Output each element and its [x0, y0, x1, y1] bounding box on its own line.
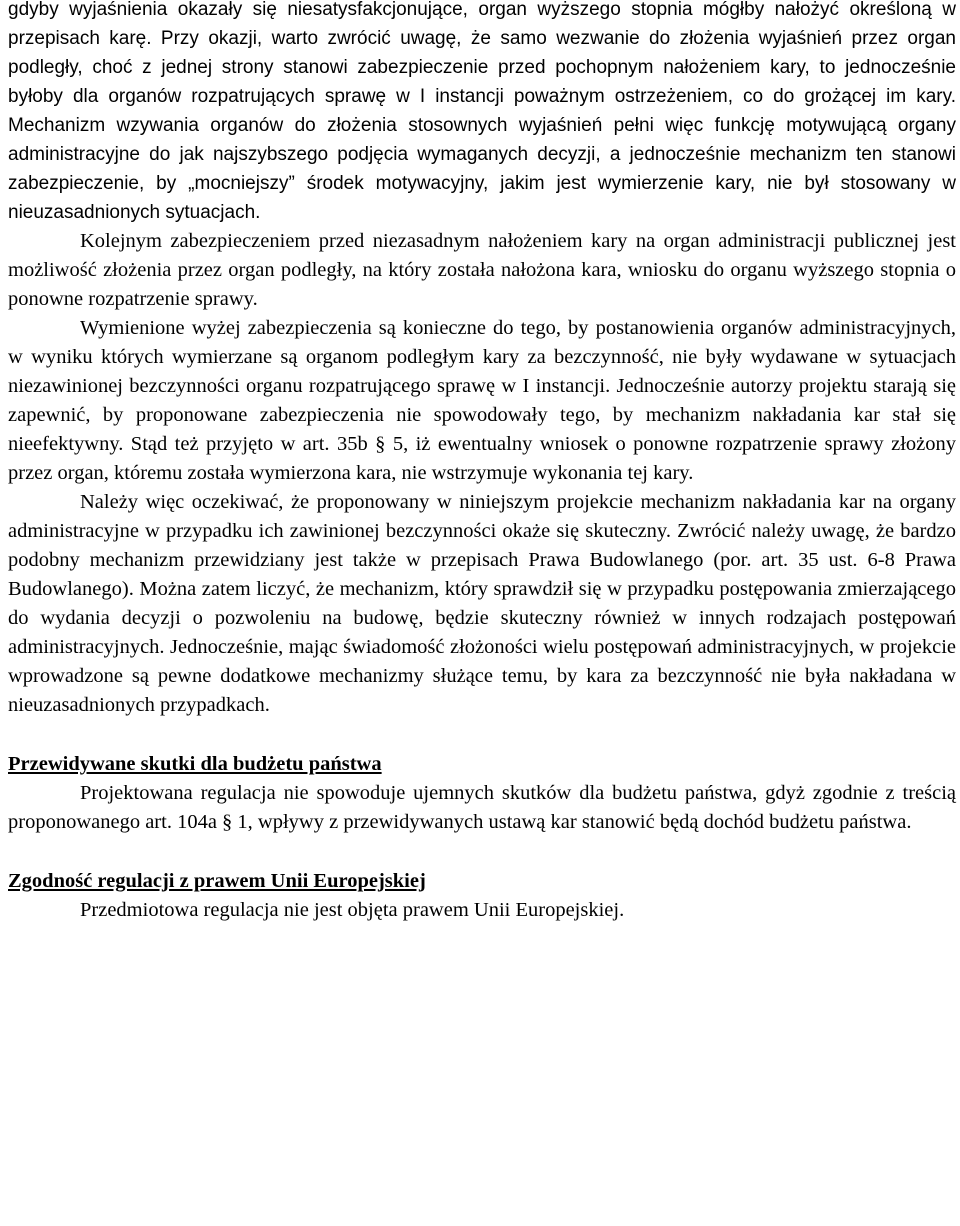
section-spacer	[8, 720, 956, 750]
paragraph-second-safeguard: Kolejnym zabezpieczeniem przed niezasadnym nałożeniem kary na organ administracji publicznej jest możliwość złożenia przez organ podległy, na który została nałożona kara, wniosku do organu wyższego stopnia o ponowne rozpatrzenie sprawy.	[8, 230, 956, 310]
paragraph-eu-compliance: Przedmiotowa regulacja nie jest objęta prawem Unii Europejskiej.	[80, 899, 625, 921]
paragraph-safeguards-necessary: Wymienione wyżej zabezpieczenia są konieczne do tego, by postanowienia organów administracyjnych, w wyniku których wymierzane są organom podległym kary za bezczynność, nie były wydawane w sytuacjach niezawinionej bezczynności organu rozpatrującego sprawę w I instancji. Jednocześnie autorzy projektu starają się zapewnić, by proponowane zabezpieczenia nie spowodowały tego, by mechanizm nakładania kar stał się nieefektywny. Stąd też przyjęto w art. 35b § 5, iż ewentualny wniosek o ponowne rozpatrzenie sprawy złożony przez organ, któremu została wymierzona kara, nie wstrzymuje wykonania tej kary.	[8, 317, 956, 484]
paragraph-mechanism-effective: Należy więc oczekiwać, że proponowany w niniejszym projekcie mechanizm nakładania kar na organy administracyjne w przypadku ich zawinionej bezczynności okaże się skuteczny. Zwrócić należy uwagę, że bardzo podobny mechanizm przewidziany jest także w przepisach Prawa Budowlanego (por. art. 35 ust. 6-8 Prawa Budowlanego). Można zatem liczyć, że mechanizm, który sprawdził się w przypadku postępowania zmierzającego do wydania decyzji o pozwoleniu na budowę, będzie skuteczny również w innych rodzajach postępowań administracyjnych. Jednocześnie, mając świadomość złożoności wielu postępowań administracyjnych, w projekcie wprowadzone są pewne dodatkowe mechanizmy służące temu, by kara za bezczynność nie była nakładana w nieuzasadnionych przypadkach.	[8, 491, 956, 716]
paragraph-sanctions-explanations: gdyby wyjaśnienia okazały się niesatysfakcjonujące, organ wyższego stopnia mógłby nałożyć określoną w przepisach karę. Przy okazji, warto zwrócić uwagę, że samo wezwanie do złożenia wyjaśnień przez organ podległy, choć z jednej strony stanowi zabezpieczenie przed pochopnym nałożeniem kary, to jednocześnie byłoby dla organów rozpatrujących sprawę w I instancji poważnym ostrzeżeniem, co do grożącej im kary. Mechanizm wzywania organów do złożenia stosownych wyjaśnień pełni więc funkcję motywującą organy administracyjne do jak najszybszego podjęcia wymaganych decyzji, a jednocześnie mechanizm ten stanowi zabezpieczenie, by „mocniejszy” środek motywacyjny, jakim jest wymierzenie kary, nie był stosowany w nieuzasadnionych sytuacjach.	[8, 0, 956, 223]
document-page	[8, 0, 956, 925]
paragraph-budget-effects: Projektowana regulacja nie spowoduje ujemnych skutków dla budżetu państwa, gdyż zgodnie z treścią proponowanego art. 104a § 1, wpływy z przewidywanych ustawą kar stanowić będą dochód budżetu państwa.	[8, 782, 956, 833]
heading-budget-effects: Przewidywane skutki dla budżetu państwa	[8, 753, 382, 775]
section-spacer	[8, 837, 956, 867]
heading-eu-compliance: Zgodność regulacji z prawem Unii Europejskiej	[8, 870, 426, 892]
